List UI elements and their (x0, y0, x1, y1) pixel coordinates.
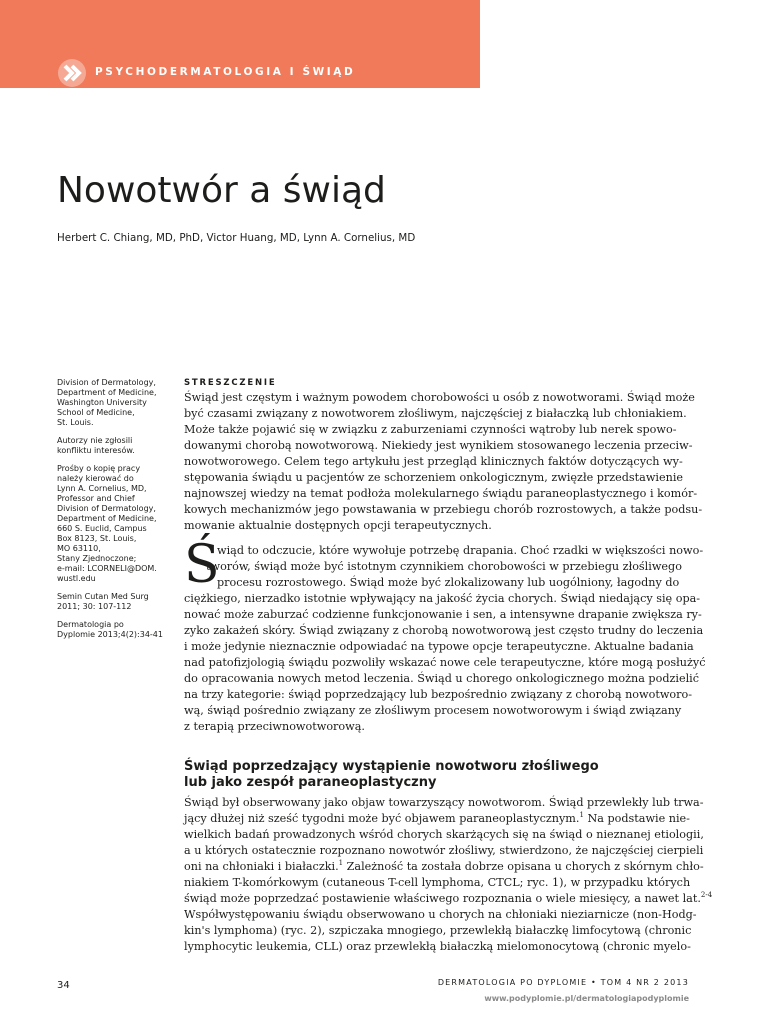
article-body (184, 378, 713, 955)
affiliation-line: Washington University (57, 398, 147, 407)
affiliation-line: St. Louis. (57, 418, 94, 427)
intro-line: procesu rozrostowego. Świąd może być zlokalizowany lub uogólniony, łagodny do (217, 576, 680, 589)
correspondence-line: Box 8123, St. Louis, (57, 534, 137, 543)
body-line: jący dłużej niż sześć tygodni może być objawem paraneoplastycznym.$^1$ Na podstawie nie- (184, 811, 690, 825)
intro-line: do opracowania nowych metod leczenia. Świąd u chorego onkologicznego można podzielić (184, 672, 699, 685)
affiliation-line: School of Medicine, (57, 408, 135, 417)
abstract-line: Może także pojawić się w związku z zaburzeniami czynności wątroby lub nerek spowo- (184, 423, 677, 436)
intro-line: zyko zakażeń skóry. Świąd związany z chorobą nowotworową jest często trudny do leczenia (184, 624, 704, 637)
correspondence-line: Division of Dermatology, (57, 504, 156, 513)
reference-mark[interactable]: 1 (338, 859, 344, 867)
correspondence (57, 464, 175, 584)
article-title: Nowotwór a świąd (57, 170, 386, 211)
abstract-line: stępowania świądu u pacjentów ze schorzeniem onkologicznym, zwięzłe przedstawienie (184, 471, 684, 484)
reference-mark[interactable]: 2-4 (700, 891, 713, 899)
correspondence-line: Department of Medicine, (57, 514, 157, 523)
abstract-line: Świąd jest częstym i ważnym powodem chorobowości u osób z nowotworami. Świąd może (184, 391, 695, 404)
intro-paragraph (184, 535, 706, 735)
abstract-line: kowych mechanizmów jego powstawania w przebiegu chorób rozrostowych, a także podsu- (184, 503, 703, 516)
section-heading (184, 759, 690, 791)
conflict-statement (57, 436, 175, 456)
correspondence-line: 660 S. Euclid, Campus (57, 524, 147, 533)
abstract-line: nowotworowego. Celem tego artykułu jest przegląd klinicznych faktów dotyczących wy- (184, 455, 683, 468)
email-link[interactable]: e-mail: LCORNELI@DOM. (57, 564, 157, 573)
page-number: 34 (57, 980, 70, 991)
body-line: niakiem T-komórkowym (cutaneous T-cell lymphoma, CTCL; ryc. 1), w przypadku których (184, 876, 691, 889)
body-line: Współwystępowaniu świądu obserwowano u chorych na chłoniaki nieziarnicze (non-Hodg- (184, 908, 697, 921)
article-authors: Herbert C. Chiang, MD, PhD, Victor Huang, MD, Lynn A. Cornelius, MD (57, 232, 416, 244)
body-line: a u których ostatecznie rozpoznano nowotwór złośliwy, stwierdzono, że najczęściej cierpieli (184, 844, 704, 857)
heading-line: lub jako zespół paraneoplastyczny (184, 775, 437, 790)
body-line: świąd może poprzedzać postawienie właściwego rozpoznania o wiele miesięcy, a nawet lat.$^{2-4}$ (184, 891, 713, 905)
reference-mark[interactable]: 1 (579, 811, 584, 819)
section-label: PSYCHODERMATOLOGIA I ŚWIĄD (95, 66, 356, 78)
intro-line: na trzy kategorie: świąd poprzedzający lub bezpośrednio związany z chorobą nowotworo- (184, 688, 693, 701)
section-paragraph (184, 795, 713, 955)
intro-line: nować może zaburzać codzienne funkcjonowanie i sen, a intensywne drapanie zwiększa ry- (184, 608, 702, 621)
intro-line: wą, świąd pośrednio związany ze złośliwym procesem nowotworowym i świąd związany (184, 704, 682, 717)
body-line: Świąd był obserwowany jako objaw towarzyszący nowotworom. Świąd przewlekły lub trwa- (184, 796, 704, 809)
correspondence-line: należy kierować do (57, 474, 134, 483)
heading-line: Świąd poprzedzający wystąpienie nowotworu złośliwego (184, 759, 599, 774)
correspondence-line: Lynn A. Cornelius, MD, (57, 484, 147, 493)
correspondence-line: Professor and Chief (57, 494, 135, 503)
abstract-label: STRESZCZENIE (184, 378, 277, 388)
citation-line: Semin Cutan Med Surg (57, 592, 149, 601)
affiliation (57, 378, 175, 428)
correspondence-line: Stany Zjednoczone; (57, 554, 137, 563)
body-line: kin's lymphoma) (ryc. 2), szpiczaka mnogiego, przewlekłą białaczkę limfocytową (chronic (184, 924, 692, 937)
intro-line: nad patofizjologią świądu pozwoliły wskazać nowe cele terapeutyczne, które mogą posłużyć (184, 656, 706, 669)
abstract-line: dowanymi chorobą nowotworową. Niekiedy jest wynikiem stosowanego leczenia przeciw- (184, 439, 693, 452)
abstract (184, 390, 703, 534)
abstract-line: mowanie aktualnie dostępnych opcji terapeutycznych. (184, 519, 492, 532)
journal-url[interactable]: www.podyplomie.pl/dermatologiapodyplomie (484, 994, 689, 1003)
citation-line: 2011; 30: 107-112 (57, 602, 132, 611)
intro-line: ciężkiego, nierzadko istotnie wpływający na jakość życia chorych. Świąd niedający się opa- (184, 592, 701, 605)
intro-line: z terapią przeciwnowotworową. (184, 720, 365, 733)
intro-line: wiąd to odczucie, które wywołuje potrzebę drapania. Choć rzadki w większości nowo- (217, 544, 704, 557)
affiliation-line: Department of Medicine, (57, 388, 157, 397)
conflict-line: Autorzy nie zgłosili (57, 436, 133, 445)
conflict-line: konfliktu interesów. (57, 446, 135, 455)
affiliation-line: Division of Dermatology, (57, 378, 156, 387)
body-line: lymphocytic leukemia, CLL) oraz przewlekłą białaczką mielomonocytową (chronic myelo- (184, 940, 691, 953)
journal-footer: DERMATOLOGIA PO DYPLOMIE • TOM 4 NR 2 2013 (437, 978, 689, 987)
correspondence-line: Prośby o kopię pracy (57, 464, 141, 473)
body-line: oni na chłoniaki i białaczki.$^1$ Zależność ta została dobrze opisana u chorych z skórnym chło- (184, 859, 704, 873)
email-link[interactable]: wustl.edu (57, 574, 96, 583)
polish-citation (57, 620, 175, 640)
abstract-line: najnowszej wiedzy na temat podłoża molekularnego świądu paraneoplastycznego i komór- (184, 487, 698, 500)
sidebar-notes (57, 378, 175, 648)
drop-cap: Ś (184, 535, 220, 595)
citation-line: Dermatologia po (57, 620, 124, 629)
source-citation (57, 592, 175, 612)
double-chevron-icon (57, 58, 87, 88)
citation-line: Dyplomie 2013;4(2):34-41 (57, 630, 163, 639)
section-banner (0, 0, 480, 88)
abstract-line: być czasami związany z nowotworem złośliwym, najczęściej z białaczką lub chłoniakiem. (184, 407, 687, 420)
body-line: wielkich badań prowadzonych wśród chorych skarżących się na świąd o nieznanej etiologii, (184, 828, 704, 841)
intro-line: tworów, świąd może być istotnym czynnikiem chorobowości w przebiegu złośliwego (206, 560, 682, 573)
correspondence-line: MO 63110, (57, 544, 101, 553)
intro-line: i może jedynie nieznacznie odpowiadać na typowe opcje terapeutyczne. Aktualne badania (184, 640, 694, 653)
